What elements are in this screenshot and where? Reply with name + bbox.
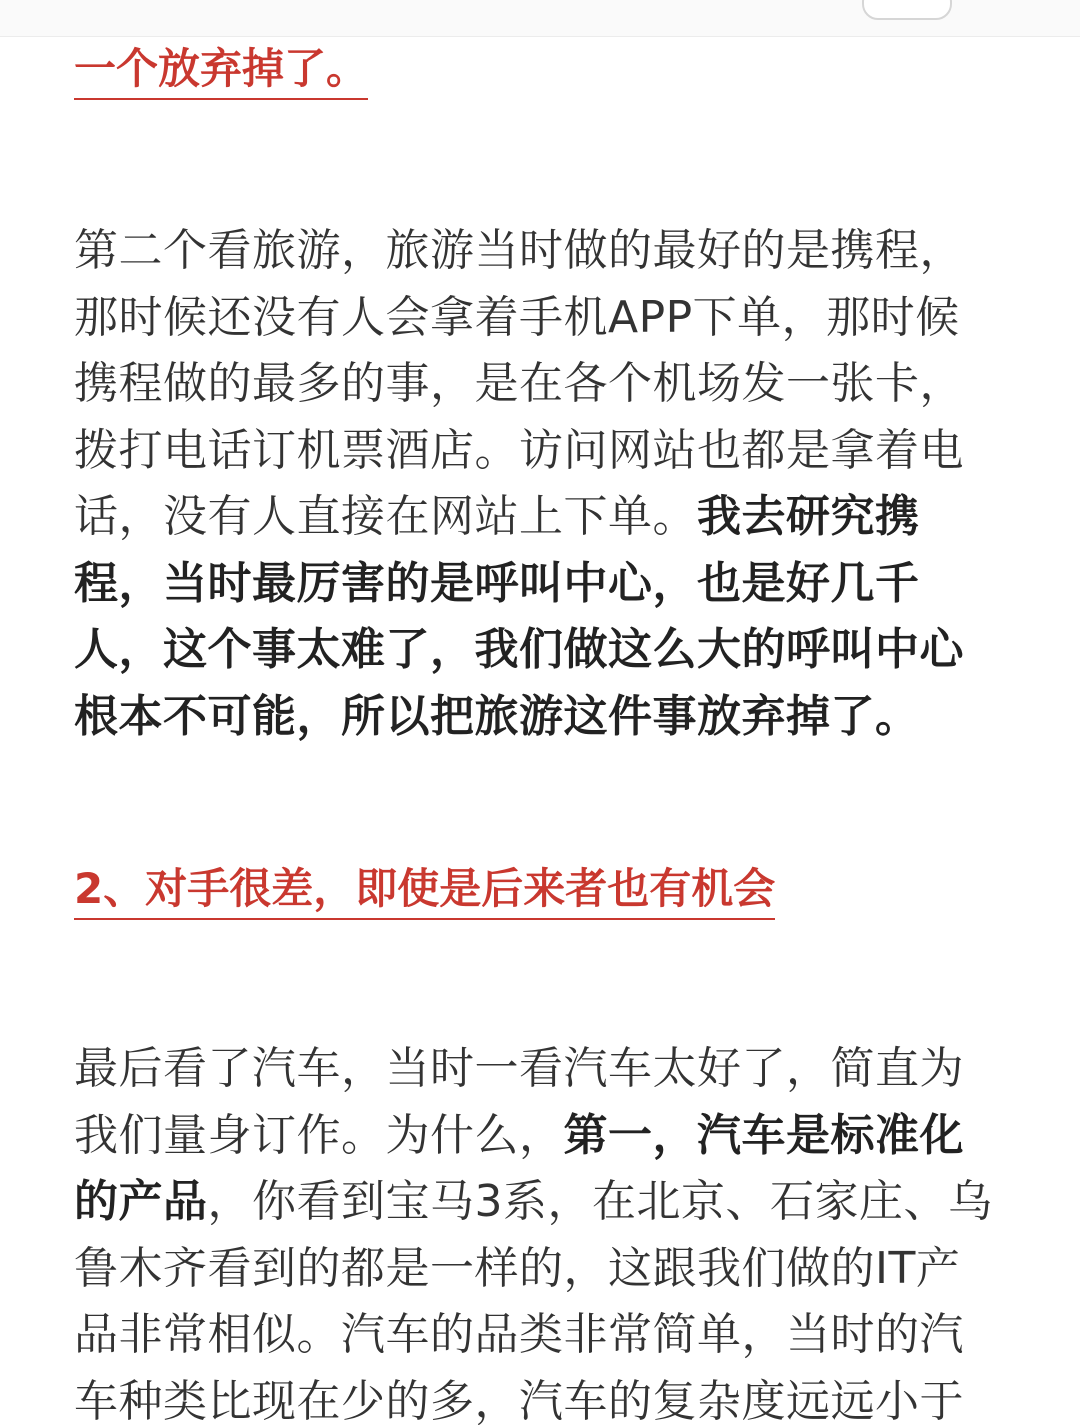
text-line	[74, 351, 1009, 418]
bold-text-segment: 根本不可能，所以把旅游这件事放弃掉了。	[74, 690, 920, 742]
bold-text-segment: 人，这个事太难了，我们做这么大的呼叫中心	[74, 624, 964, 675]
text-line	[74, 617, 1009, 684]
text-segment: 最后看了汽车，当时一看汽车太好了，简直为	[74, 1043, 964, 1094]
text-segment: 话，没有人直接在网站上下单。	[74, 491, 697, 542]
paragraph-travel	[74, 218, 1009, 750]
section-heading-2-text: 2、对手很差，即使是后来者也有机会	[74, 864, 776, 913]
text-line	[74, 1103, 1009, 1170]
text-line	[74, 484, 1009, 551]
bold-text-segment: 我去研究携	[697, 491, 920, 542]
text-line	[74, 684, 1009, 751]
text-segment: 车种类比现在少的多，汽车的复杂度远远小于	[74, 1375, 964, 1425]
text-line	[74, 1302, 1009, 1369]
text-segment: 我们量身订作。为什么，	[74, 1109, 564, 1161]
text-line	[74, 1036, 1009, 1103]
text-line	[74, 1369, 1009, 1425]
bold-text-segment: 程，当时最厉害的是呼叫中心，也是好几千	[74, 557, 920, 609]
text-line	[74, 1169, 1009, 1236]
paragraph-cars	[74, 1036, 1009, 1425]
text-segment: 鲁木齐看到的都是一样的，这跟我们做的IT产	[74, 1242, 961, 1294]
text-segment: 携程做的最多的事，是在各个机场发一张卡，	[74, 358, 964, 409]
text-line	[74, 285, 1009, 352]
text-line	[74, 1236, 1009, 1303]
section-heading-top-text: 一个放弃掉了。	[74, 44, 369, 93]
text-segment: 那时候还没有人会拿着手机APP下单，那时候	[74, 291, 960, 343]
text-line	[74, 218, 1009, 285]
text-segment: ，你看到宝马3系，在北京、石家庄、乌	[207, 1176, 993, 1227]
bold-text-segment: 第一，汽车是标准化	[563, 1109, 964, 1161]
text-line	[74, 551, 1009, 618]
text-segment: 拨打电话订机票酒店。访问网站也都是拿着电	[74, 424, 964, 476]
section-heading-top	[74, 44, 368, 100]
bold-text-segment: 的产品	[74, 1176, 208, 1227]
text-segment: 品非常相似。汽车的品类非常简单，当时的汽	[74, 1309, 964, 1360]
text-segment: 第二个看旅游，旅游当时做的最好的是携程，	[74, 225, 964, 276]
text-line	[74, 418, 1009, 485]
section-heading-2	[74, 864, 775, 920]
